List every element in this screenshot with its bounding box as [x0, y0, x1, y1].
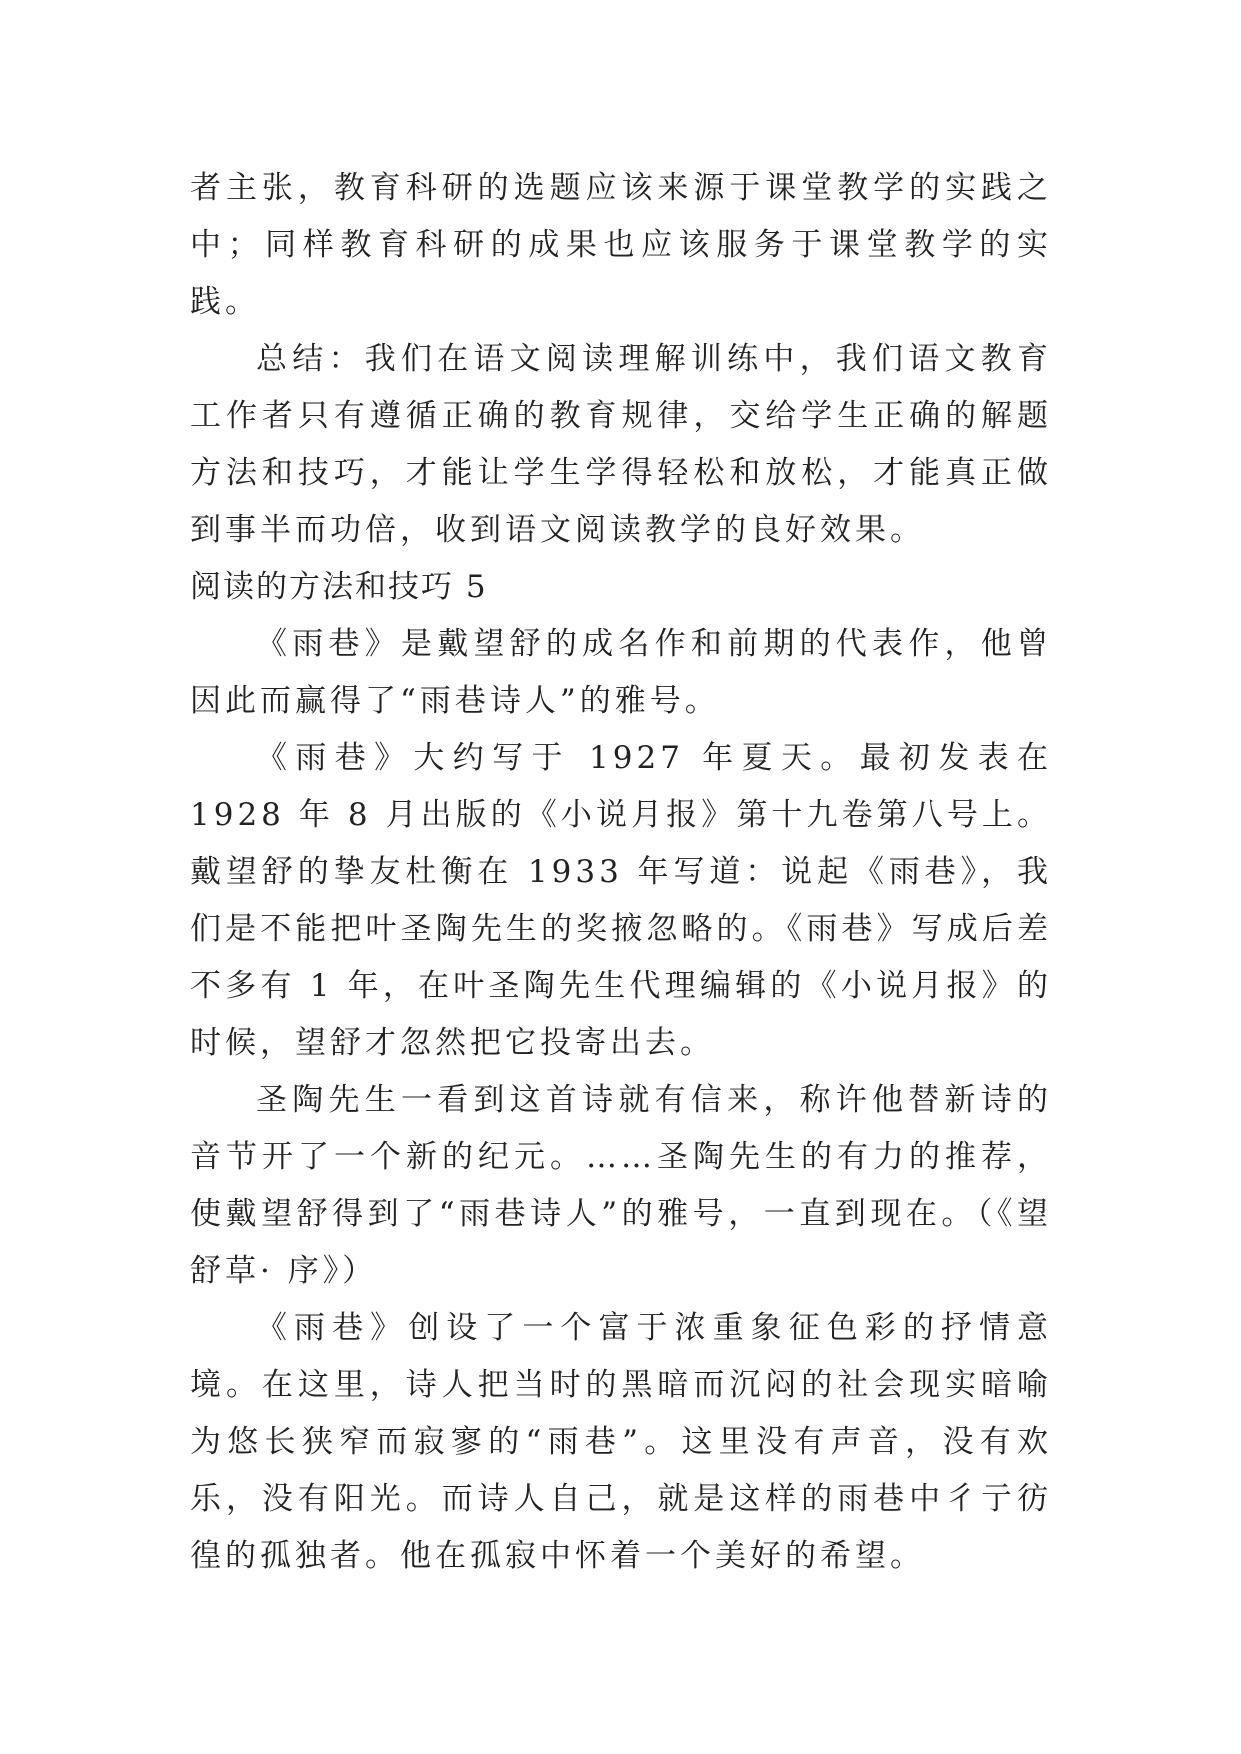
paragraph-summary: 总结：我们在语文阅读理解训练中，我们语文教育工作者只有遵循正确的教育规律，交给学生正确的解题方法和技巧，才能让学生学得轻松和放松，才能真正做到事半而功倍，收到语文阅读教学的良好效果。: [190, 341, 1052, 548]
section-heading: 阅读的方法和技巧 5: [190, 569, 488, 605]
paragraph-yuxiang-intro: 《雨巷》是戴望舒的成名作和前期的代表作，他曾因此而赢得了“雨巷诗人”的雅号。: [190, 626, 1052, 719]
paragraph-yuxiang-history: 《雨巷》大约写于 1927 年夏天。最初发表在 1928 年 8 月出版的《小说月报》第十九卷第八号上。戴望舒的挚友杜衡在 1933 年写道：说起《雨巷》，我们是不能把叶圣陶先生的奖掖忽略的。《雨巷》写成后差不多有 1 年，在叶圣陶先生代理编辑的《小说月报》的时候，望舒才忽然把它投寄出去。: [190, 740, 1052, 1061]
paragraph-yuxiang-imagery: 《雨巷》创设了一个富于浓重象征色彩的抒情意境。在这里，诗人把当时的黑暗而沉闷的社会现实暗喻为悠长狭窄而寂寥的“雨巷”。这里没有声音，没有欢乐，没有阳光。而诗人自己，就是这样的雨巷中彳亍彷徨的孤独者。他在孤寂中怀着一个美好的希望。: [190, 1310, 1052, 1574]
document-page: [190, 160, 1052, 1585]
paragraph-shengtao-quote: 圣陶先生一看到这首诗就有信来，称许他替新诗的音节开了一个新的纪元。……圣陶先生的有力的推荐，使戴望舒得到了“雨巷诗人”的雅号，一直到现在。（《望舒草· 序》）: [190, 1082, 1052, 1289]
paragraph-1: 者主张，教育科研的选题应该来源于课堂教学的实践之中；同样教育科研的成果也应该服务于课堂教学的实践。: [190, 170, 1052, 320]
